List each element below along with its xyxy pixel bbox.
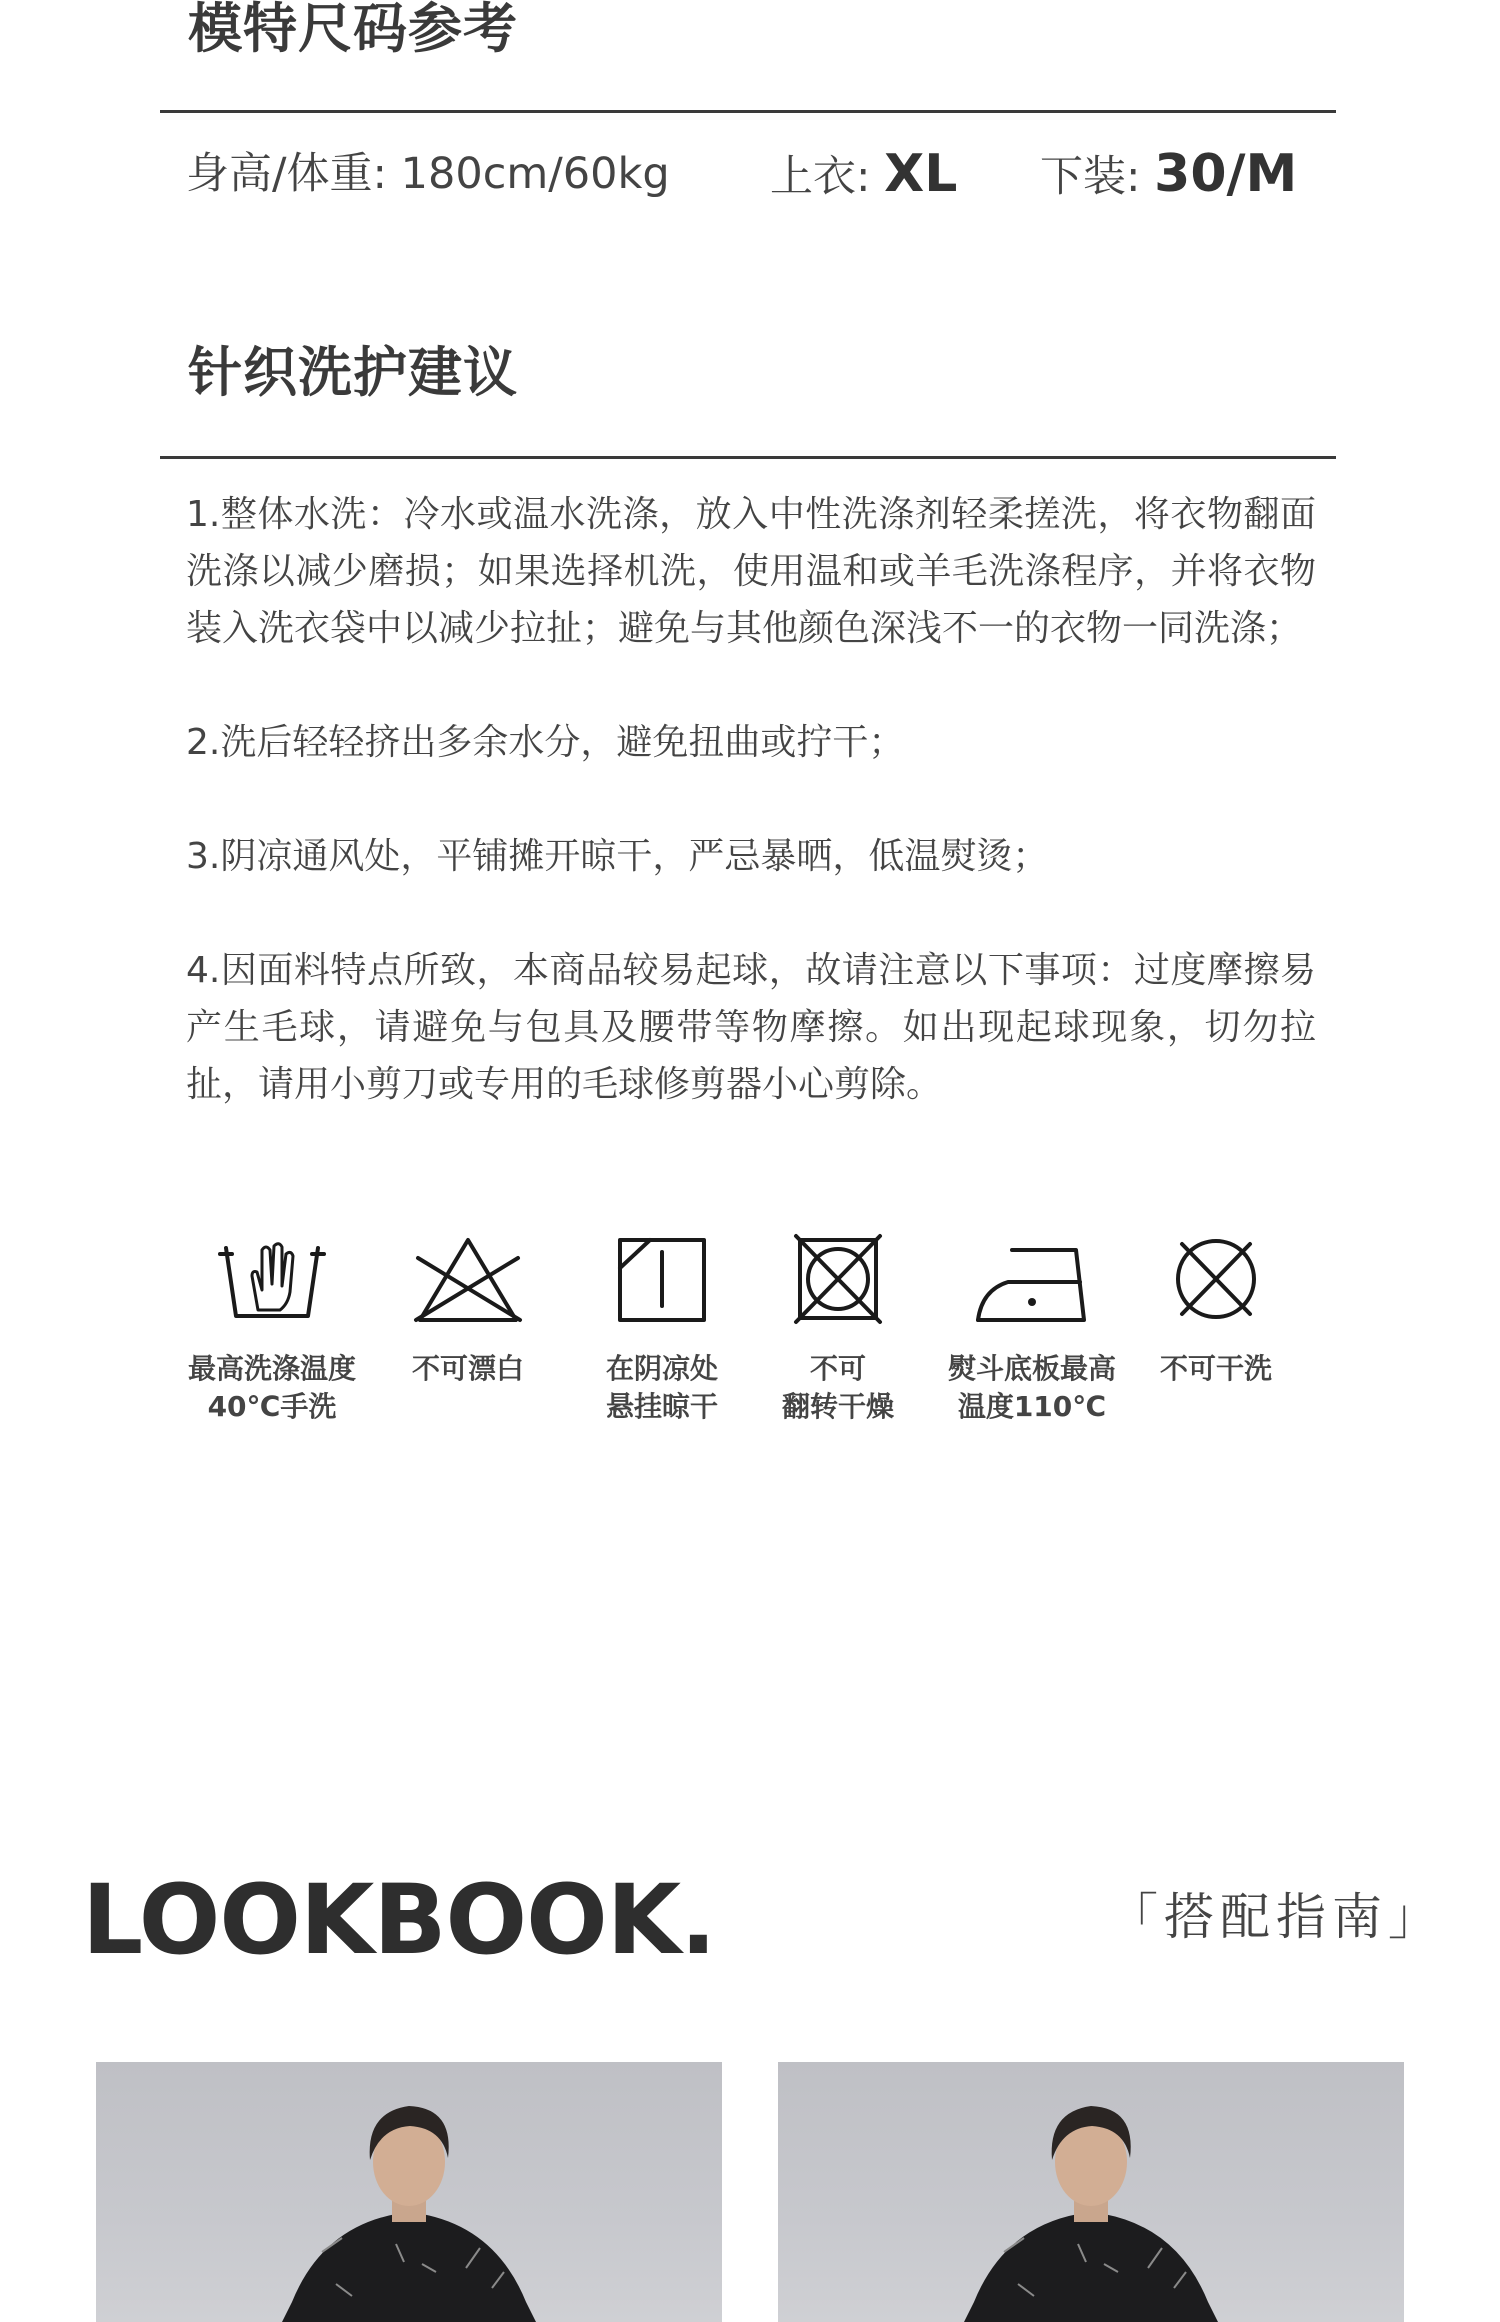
hand-wash-40-label: 最高洗涤温度 40℃手洗 (187, 1352, 356, 1423)
model-size-divider (160, 110, 1336, 113)
no-bleach-label: 不可漂白 (411, 1352, 524, 1385)
lookbook-subtitle: 「搭配指南」 (1108, 1888, 1444, 1946)
lookbook-photo-2 (778, 2062, 1404, 2322)
no-tumble-dry-icon (778, 1228, 898, 1328)
model-size-title: 模特尺码参考 (188, 0, 518, 60)
no-dry-clean-label: 不可干洗 (1159, 1352, 1272, 1385)
bottom-size-label: 下装: (1040, 152, 1141, 202)
top-size-value: XL (884, 144, 958, 204)
care-paragraph: 2.洗后轻轻挤出多余水分，避免扭曲或拧干； (186, 722, 905, 763)
hang-dry-shade-icon (602, 1228, 722, 1328)
care-paragraph: 3.阴凉通风处，平铺摊开晾干，严忌暴晒，低温熨烫； (186, 836, 1049, 877)
height-weight-text: 身高/体重: 180cm/60kg (186, 149, 670, 199)
no-bleach-icon (408, 1228, 528, 1328)
no-tumble-dry-label: 不可 翻转干燥 (781, 1352, 894, 1423)
top-size-label: 上衣: (770, 152, 871, 202)
iron-low-temp-label: 熨斗底板最高 温度110℃ (947, 1352, 1116, 1423)
hang-dry-shade-label: 在阴凉处 悬挂晾干 (605, 1352, 718, 1423)
bottom-size-value: 30/M (1154, 144, 1298, 204)
hand-wash-40-icon (212, 1228, 332, 1328)
care-divider (160, 456, 1336, 459)
care-instructions (186, 486, 1316, 1170)
top-size (770, 144, 957, 207)
care-paragraph: 1.整体水洗：冷水或温水洗涤，放入中性洗涤剂轻柔搓洗，将衣物翻面洗涤以减少磨损；如果选择机洗，使用温和或羊毛洗涤程序，并将衣物装入洗衣袋中以减少拉扯；避免与其他颜色深浅不一的衣物一同洗涤； (186, 494, 1316, 649)
care-title: 针织洗护建议 (188, 341, 518, 404)
iron-low-temp-icon (972, 1228, 1092, 1328)
no-dry-clean-icon (1156, 1228, 1276, 1328)
care-paragraph: 4.因面料特点所致，本商品较易起球，故请注意以下事项：过度摩擦易产生毛球，请避免与包具及腰带等物摩擦。如出现起球现象，切勿拉扯，请用小剪刀或专用的毛球修剪器小心剪除。 (186, 950, 1316, 1105)
lookbook-title: LOOKBOOK. (82, 1864, 716, 1976)
lookbook-photo-1 (96, 2062, 722, 2322)
bottom-size (1040, 144, 1297, 207)
